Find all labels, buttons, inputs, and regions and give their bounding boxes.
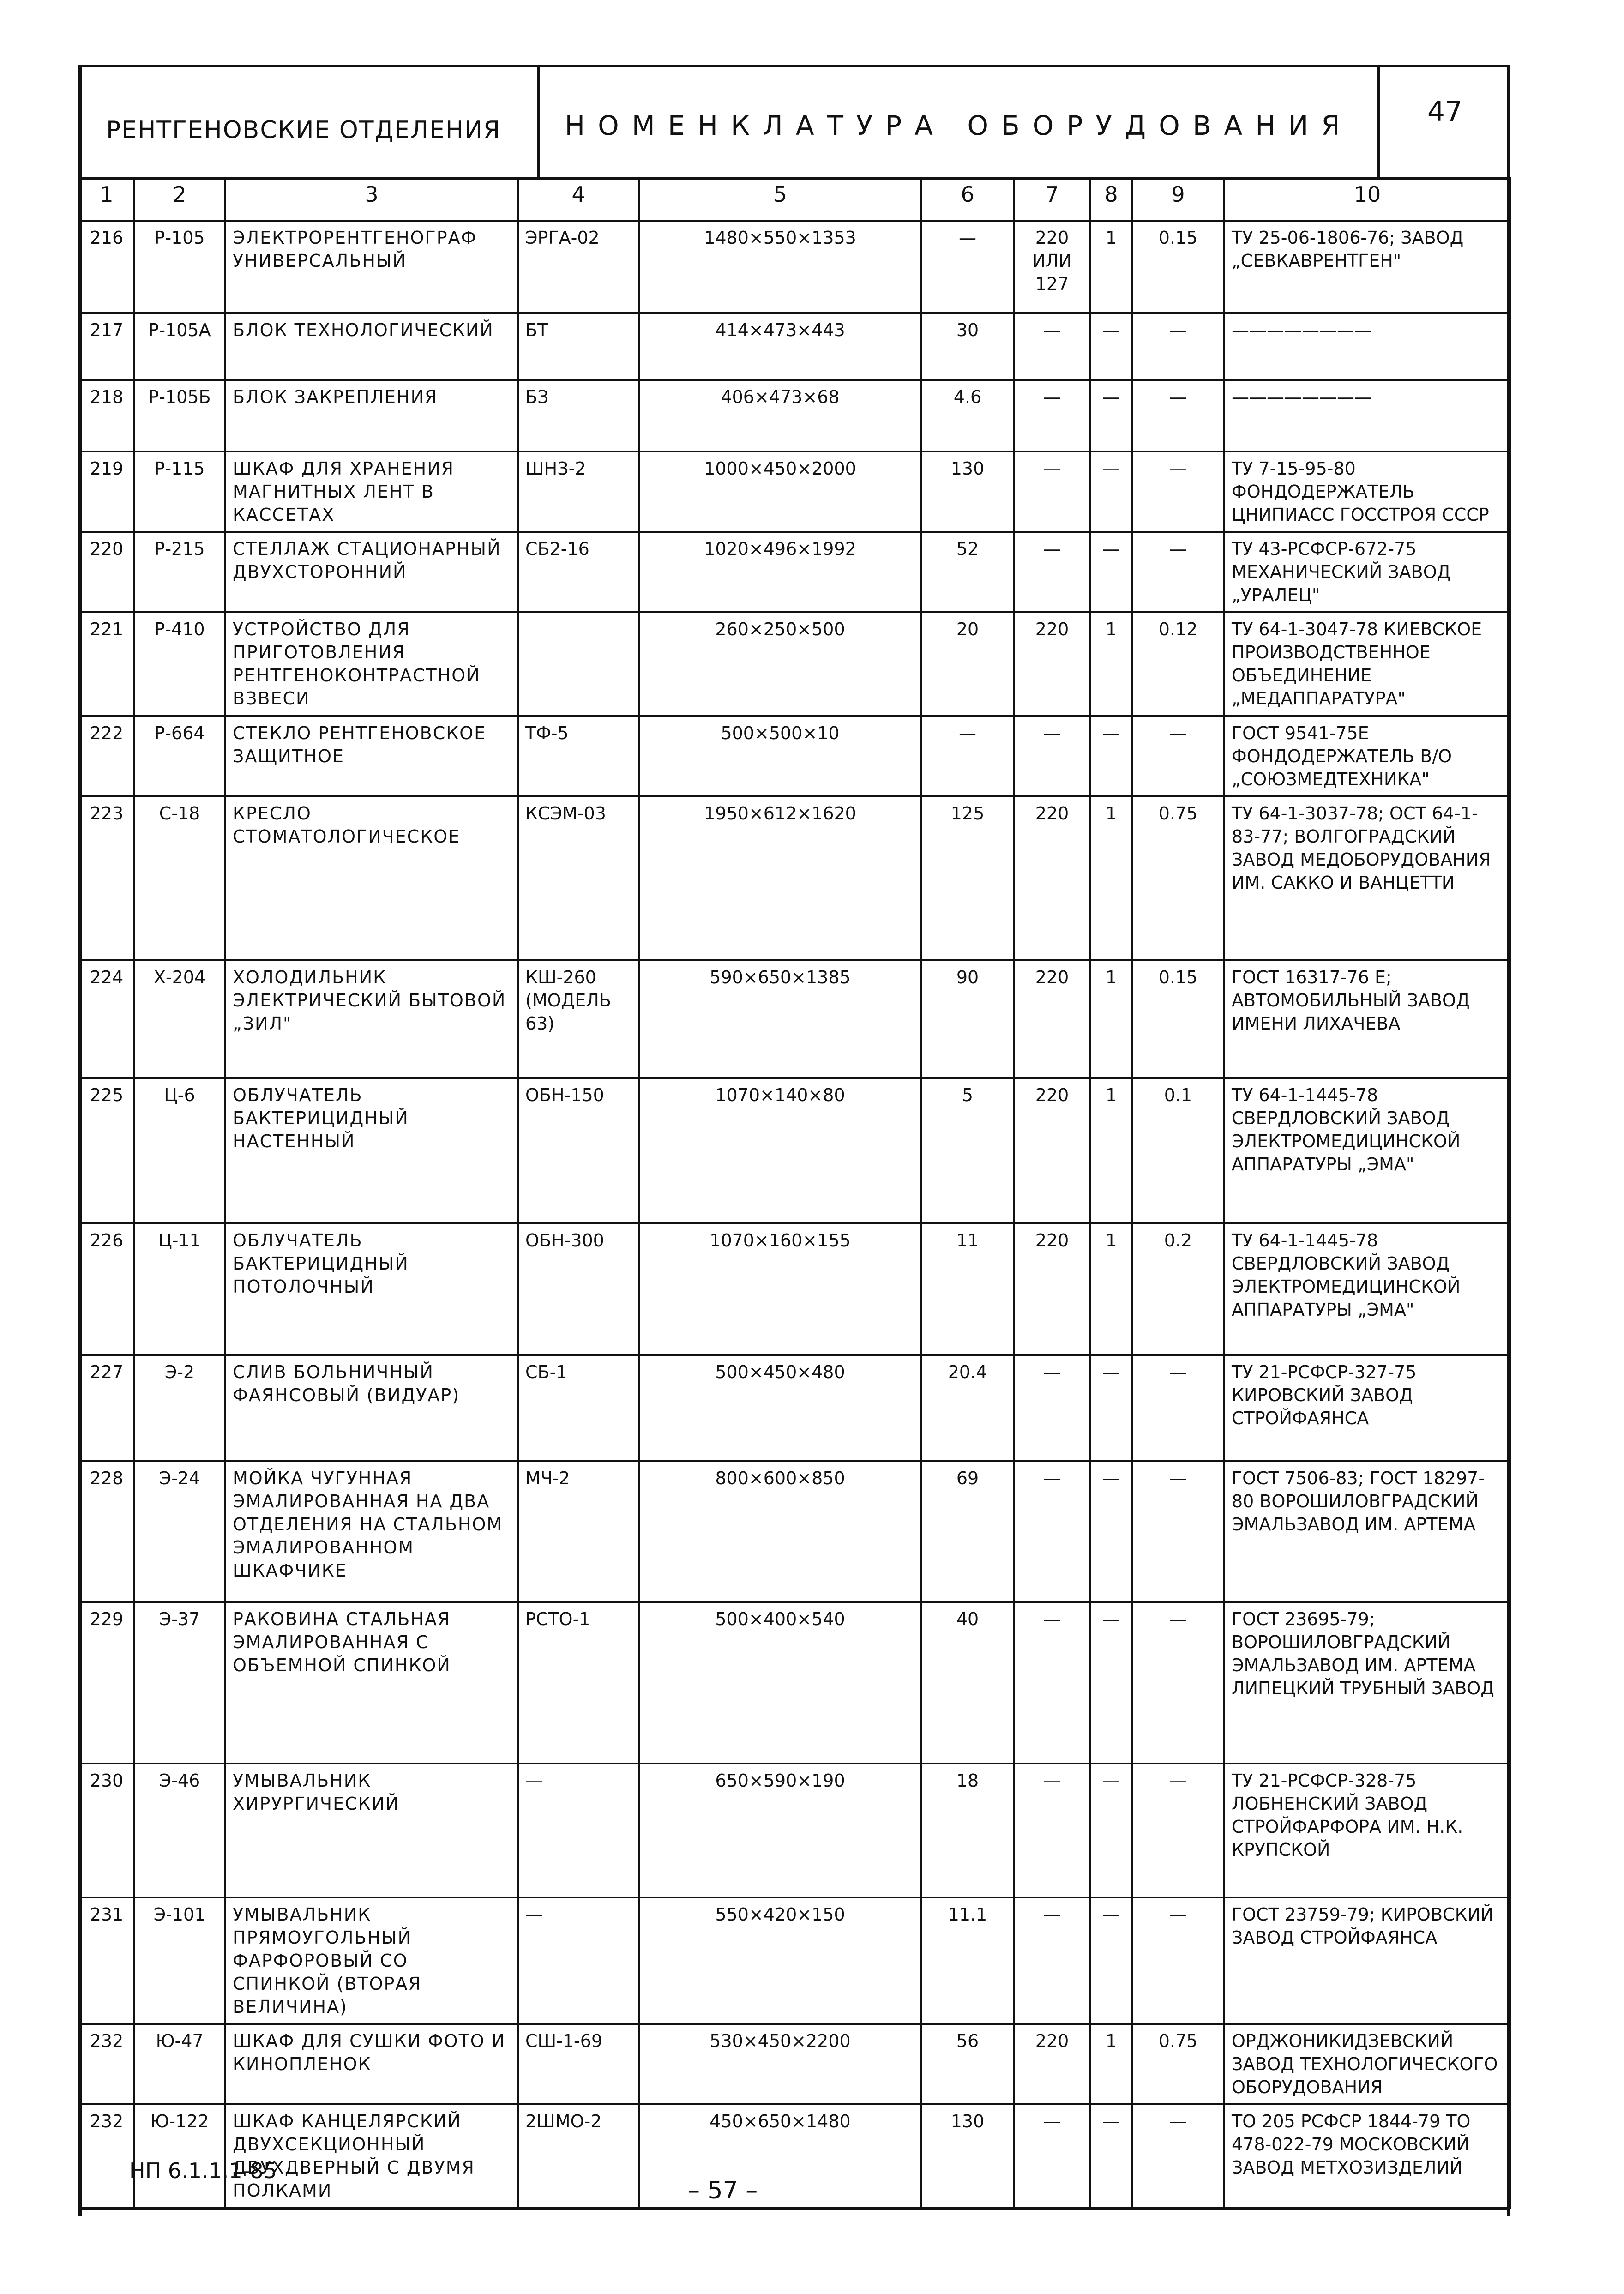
- cell-name: УМЫВАЛЬНИК ПРЯМОУГОЛЬНЫЙ ФАРФОРОВЫЙ СО СПИНКОЙ (ВТОРАЯ ВЕЛИЧИНА): [225, 1897, 518, 2024]
- cell-c9: 0.1: [1132, 1078, 1224, 1223]
- cell-note: ГОСТ 23695-79; ВОРОШИЛОВГРАДСКИЙ ЭМАЛЬЗАВОД ИМ. АРТЕМА ЛИПЕЦКИЙ ТРУБНЫЙ ЗАВОД: [1224, 1602, 1510, 1764]
- cell-note: ТУ 25-06-1806-76; ЗАВОД „СЕВКАВРЕНТГЕН": [1224, 221, 1510, 313]
- cell-c9: —: [1132, 716, 1224, 796]
- col-2-header: 2: [134, 178, 225, 221]
- cell-model: БТ: [518, 313, 639, 380]
- cell-c8: —: [1090, 532, 1132, 612]
- cell-note: ТУ 7-15-95-80 ФОНДОДЕРЖАТЕЛЬ ЦНИПИАСС ГОССТРОЯ СССР: [1224, 452, 1510, 532]
- cell-name: СТЕЛЛАЖ СТАЦИОНАРНЫЙ ДВУХСТОРОННИЙ: [225, 532, 518, 612]
- cell-model: ОБН-300: [518, 1223, 639, 1355]
- cell-voltage: 220 ИЛИ 127: [1014, 221, 1090, 313]
- cell-mass: 90: [921, 960, 1014, 1078]
- cell-c9: —: [1132, 1355, 1224, 1461]
- page-number: – 57 –: [688, 2177, 758, 2204]
- cell-note: ————————: [1224, 380, 1510, 452]
- cell-name: ШКАФ ДЛЯ СУШКИ ФОТО И КИНОПЛЕНОК: [225, 2024, 518, 2104]
- col-3-header: 3: [225, 178, 518, 221]
- cell-dims: 1000×450×2000: [639, 452, 921, 532]
- document-title: НОМЕНКЛАТУРА ОБОРУДОВАНИЯ: [540, 65, 1380, 177]
- cell-voltage: 220: [1014, 612, 1090, 716]
- cell-name: ЭЛЕКТРОРЕНТГЕНОГРАФ УНИВЕРСАЛЬНЫЙ: [225, 221, 518, 313]
- cell-c8: —: [1090, 380, 1132, 452]
- cell-c8: —: [1090, 1461, 1132, 1602]
- cell-code: Э-46: [134, 1764, 225, 1897]
- cell-note: ГОСТ 23759-79; КИРОВСКИЙ ЗАВОД СТРОЙФАЯНСА: [1224, 1897, 1510, 2024]
- sheet-number: 47: [1427, 96, 1463, 128]
- cell-code: Р-215: [134, 532, 225, 612]
- cell-note: ГОСТ 9541-75Е ФОНДОДЕРЖАТЕЛЬ В/О „СОЮЗМЕДТЕХНИКА": [1224, 716, 1510, 796]
- cell-code: Ю-122: [134, 2104, 225, 2208]
- cell-note: ————————: [1224, 313, 1510, 380]
- table-row: [79, 1355, 1510, 1461]
- cell-no: 228: [79, 1461, 134, 1602]
- cell-no: 220: [79, 532, 134, 612]
- document-code: НП 6.1.1.1-85: [129, 2158, 277, 2183]
- cell-model: КСЭМ-03: [518, 796, 639, 960]
- cell-model: [518, 612, 639, 716]
- equipment-table: [78, 177, 1511, 2209]
- table-row: [79, 796, 1510, 960]
- cell-no: 231: [79, 1897, 134, 2024]
- table-row: [79, 1602, 1510, 1764]
- column-number-row: [79, 178, 1510, 221]
- cell-no: 219: [79, 452, 134, 532]
- cell-mass: 52: [921, 532, 1014, 612]
- cell-dims: 800×600×850: [639, 1461, 921, 1602]
- cell-code: Р-115: [134, 452, 225, 532]
- cell-c9: —: [1132, 380, 1224, 452]
- cell-dims: 500×500×10: [639, 716, 921, 796]
- table-row: [79, 221, 1510, 313]
- cell-mass: 4.6: [921, 380, 1014, 452]
- cell-name: РАКОВИНА СТАЛЬНАЯ ЭМАЛИРОВАННАЯ С ОБЪЕМНОЙ СПИНКОЙ: [225, 1602, 518, 1764]
- table-row: [79, 960, 1510, 1078]
- cell-mass: 125: [921, 796, 1014, 960]
- title-block: [78, 65, 1510, 180]
- cell-note: ТУ 43-РСФСР-672-75 МЕХАНИЧЕСКИЙ ЗАВОД „УРАЛЕЦ": [1224, 532, 1510, 612]
- cell-dims: 414×473×443: [639, 313, 921, 380]
- cell-dims: 1020×496×1992: [639, 532, 921, 612]
- cell-dims: 550×420×150: [639, 1897, 921, 2024]
- cell-c8: —: [1090, 1602, 1132, 1764]
- cell-code: Э-24: [134, 1461, 225, 1602]
- cell-voltage: 220: [1014, 1223, 1090, 1355]
- cell-mass: —: [921, 221, 1014, 313]
- cell-no: 218: [79, 380, 134, 452]
- cell-model: КШ-260 (МОДЕЛЬ 63): [518, 960, 639, 1078]
- cell-c8: —: [1090, 1355, 1132, 1461]
- cell-dims: 1070×160×155: [639, 1223, 921, 1355]
- cell-model: —: [518, 1764, 639, 1897]
- table-row: [79, 2104, 1510, 2208]
- cell-note: ТУ 64-1-3047-78 КИЕВСКОЕ ПРОИЗВОДСТВЕННОЕ ОБЪЕДИНЕНИЕ „МЕДАППАРАТУРА": [1224, 612, 1510, 716]
- cell-dims: 500×450×480: [639, 1355, 921, 1461]
- cell-c8: 1: [1090, 2024, 1132, 2104]
- cell-mass: 40: [921, 1602, 1014, 1764]
- col-8-header: 8: [1090, 178, 1132, 221]
- cell-c9: —: [1132, 313, 1224, 380]
- cell-dims: 450×650×1480: [639, 2104, 921, 2208]
- cell-no: 229: [79, 1602, 134, 1764]
- cell-c9: —: [1132, 1764, 1224, 1897]
- cell-dims: 590×650×1385: [639, 960, 921, 1078]
- cell-c9: 0.15: [1132, 960, 1224, 1078]
- cell-mass: 5: [921, 1078, 1014, 1223]
- cell-voltage: 220: [1014, 960, 1090, 1078]
- cell-mass: 69: [921, 1461, 1014, 1602]
- cell-note: ТУ 64-1-1445-78 СВЕРДЛОВСКИЙ ЗАВОД ЭЛЕКТРОМЕДИЦИНСКОЙ АППАРАТУРЫ „ЭМА": [1224, 1078, 1510, 1223]
- cell-voltage: —: [1014, 380, 1090, 452]
- table-row: [79, 1078, 1510, 1223]
- cell-name: ОБЛУЧАТЕЛЬ БАКТЕРИЦИДНЫЙ ПОТОЛОЧНЫЙ: [225, 1223, 518, 1355]
- cell-no: 232: [79, 2024, 134, 2104]
- cell-mass: 20.4: [921, 1355, 1014, 1461]
- cell-no: 227: [79, 1355, 134, 1461]
- col-1-header: 1: [79, 178, 134, 221]
- cell-model: СШ-1-69: [518, 2024, 639, 2104]
- cell-c8: —: [1090, 452, 1132, 532]
- table-row: [79, 380, 1510, 452]
- cell-voltage: —: [1014, 1897, 1090, 2024]
- cell-name: УМЫВАЛЬНИК ХИРУРГИЧЕСКИЙ: [225, 1764, 518, 1897]
- table-row: [79, 532, 1510, 612]
- cell-code: Х-204: [134, 960, 225, 1078]
- cell-code: С-18: [134, 796, 225, 960]
- cell-voltage: 220: [1014, 1078, 1090, 1223]
- cell-c8: 1: [1090, 960, 1132, 1078]
- cell-name: ШКАФ КАНЦЕЛЯРСКИЙ ДВУХСЕКЦИОННЫЙ ДВУХДВЕРНЫЙ С ДВУМЯ ПОЛКАМИ: [225, 2104, 518, 2208]
- cell-model: ТФ-5: [518, 716, 639, 796]
- cell-dims: 260×250×500: [639, 612, 921, 716]
- cell-no: 232: [79, 2104, 134, 2208]
- cell-code: Р-105Б: [134, 380, 225, 452]
- cell-mass: —: [921, 716, 1014, 796]
- cell-dims: 530×450×2200: [639, 2024, 921, 2104]
- cell-name: СТЕКЛО РЕНТГЕНОВСКОЕ ЗАЩИТНОЕ: [225, 716, 518, 796]
- col-9-header: 9: [1132, 178, 1224, 221]
- cell-voltage: —: [1014, 1602, 1090, 1764]
- cell-c9: 0.75: [1132, 2024, 1224, 2104]
- cell-voltage: —: [1014, 1764, 1090, 1897]
- cell-voltage: —: [1014, 2104, 1090, 2208]
- cell-model: ОБН-150: [518, 1078, 639, 1223]
- cell-model: СБ2-16: [518, 532, 639, 612]
- cell-note: ТО 205 РСФСР 1844-79 ТО 478-022-79 МОСКОВСКИЙ ЗАВОД МЕТХОЗИЗДЕЛИЙ: [1224, 2104, 1510, 2208]
- cell-code: Ц-6: [134, 1078, 225, 1223]
- cell-c9: —: [1132, 1602, 1224, 1764]
- cell-mass: 18: [921, 1764, 1014, 1897]
- cell-c9: 0.12: [1132, 612, 1224, 716]
- cell-no: 217: [79, 313, 134, 380]
- cell-c8: 1: [1090, 796, 1132, 960]
- col-7-header: 7: [1014, 178, 1090, 221]
- cell-mass: 130: [921, 2104, 1014, 2208]
- cell-code: Ц-11: [134, 1223, 225, 1355]
- cell-c9: —: [1132, 452, 1224, 532]
- cell-dims: 1950×612×1620: [639, 796, 921, 960]
- cell-voltage: 220: [1014, 796, 1090, 960]
- cell-c8: 1: [1090, 1078, 1132, 1223]
- cell-note: ТУ 64-1-1445-78 СВЕРДЛОВСКИЙ ЗАВОД ЭЛЕКТРОМЕДИЦИНСКОЙ АППАРАТУРЫ „ЭМА": [1224, 1223, 1510, 1355]
- cell-model: —: [518, 1897, 639, 2024]
- cell-voltage: —: [1014, 313, 1090, 380]
- table-row: [79, 1461, 1510, 1602]
- table-row: [79, 2024, 1510, 2104]
- cell-no: 222: [79, 716, 134, 796]
- cell-no: 226: [79, 1223, 134, 1355]
- cell-voltage: —: [1014, 1355, 1090, 1461]
- cell-note: ТУ 64-1-3037-78; ОСТ 64-1-83-77; ВОЛГОГРАДСКИЙ ЗАВОД МЕДОБОРУДОВАНИЯ ИМ. САККО И ВАНЦЕТТИ: [1224, 796, 1510, 960]
- cell-c9: —: [1132, 2104, 1224, 2208]
- cell-note: ГОСТ 16317-76 Е; АВТОМОБИЛЬНЫЙ ЗАВОД ИМЕНИ ЛИХАЧЕВА: [1224, 960, 1510, 1078]
- cell-dims: 650×590×190: [639, 1764, 921, 1897]
- cell-code: Р-410: [134, 612, 225, 716]
- cell-code: Ю-47: [134, 2024, 225, 2104]
- cell-dims: 406×473×68: [639, 380, 921, 452]
- cell-c8: —: [1090, 1764, 1132, 1897]
- table-row: [79, 1223, 1510, 1355]
- cell-no: 223: [79, 796, 134, 960]
- cell-dims: 1480×550×1353: [639, 221, 921, 313]
- cell-model: БЗ: [518, 380, 639, 452]
- cell-c9: —: [1132, 532, 1224, 612]
- cell-c9: 0.75: [1132, 796, 1224, 960]
- cell-note: ТУ 21-РСФСР-327-75 КИРОВСКИЙ ЗАВОД СТРОЙФАЯНСА: [1224, 1355, 1510, 1461]
- table-row: [79, 612, 1510, 716]
- cell-name: ХОЛОДИЛЬНИК ЭЛЕКТРИЧЕСКИЙ БЫТОВОЙ „ЗИЛ": [225, 960, 518, 1078]
- cell-name: УСТРОЙСТВО ДЛЯ ПРИГОТОВЛЕНИЯ РЕНТГЕНОКОНТРАСТНОЙ ВЗВЕСИ: [225, 612, 518, 716]
- col-4-header: 4: [518, 178, 639, 221]
- col-6-header: 6: [921, 178, 1014, 221]
- cell-no: 230: [79, 1764, 134, 1897]
- cell-c8: 1: [1090, 1223, 1132, 1355]
- cell-c8: —: [1090, 716, 1132, 796]
- table-row: [79, 313, 1510, 380]
- cell-c8: —: [1090, 2104, 1132, 2208]
- cell-no: 224: [79, 960, 134, 1078]
- cell-model: СБ-1: [518, 1355, 639, 1461]
- cell-c8: —: [1090, 313, 1132, 380]
- table-row: [79, 716, 1510, 796]
- cell-voltage: —: [1014, 452, 1090, 532]
- cell-no: 216: [79, 221, 134, 313]
- cell-voltage: —: [1014, 532, 1090, 612]
- cell-code: Р-664: [134, 716, 225, 796]
- cell-model: 2ШМО-2: [518, 2104, 639, 2208]
- cell-mass: 20: [921, 612, 1014, 716]
- bottom-rule: [78, 2207, 1510, 2210]
- cell-name: МОЙКА ЧУГУННАЯ ЭМАЛИРОВАННАЯ НА ДВА ОТДЕЛЕНИЯ НА СТАЛЬНОМ ЭМАЛИРОВАННОМ ШКАФЧИКЕ: [225, 1461, 518, 1602]
- cell-note: ОРДЖОНИКИДЗЕВСКИЙ ЗАВОД ТЕХНОЛОГИЧЕСКОГО ОБОРУДОВАНИЯ: [1224, 2024, 1510, 2104]
- cell-code: Р-105: [134, 221, 225, 313]
- cell-mass: 56: [921, 2024, 1014, 2104]
- cell-mass: 11.1: [921, 1897, 1014, 2024]
- table-row: [79, 1764, 1510, 1897]
- cell-code: Э-2: [134, 1355, 225, 1461]
- cell-name: СЛИВ БОЛЬНИЧНЫЙ ФАЯНСОВЫЙ (ВИДУАР): [225, 1355, 518, 1461]
- cell-c8: —: [1090, 1897, 1132, 2024]
- cell-name: ОБЛУЧАТЕЛЬ БАКТЕРИЦИДНЫЙ НАСТЕННЫЙ: [225, 1078, 518, 1223]
- table-row: [79, 1897, 1510, 2024]
- cell-mass: 130: [921, 452, 1014, 532]
- col-10-header: 10: [1224, 178, 1510, 221]
- cell-code: Э-37: [134, 1602, 225, 1764]
- cell-name: БЛОК ТЕХНОЛОГИЧЕСКИЙ: [225, 313, 518, 380]
- cell-code: Э-101: [134, 1897, 225, 2024]
- cell-c8: 1: [1090, 221, 1132, 313]
- cell-voltage: 220: [1014, 2024, 1090, 2104]
- cell-dims: 1070×140×80: [639, 1078, 921, 1223]
- cell-name: ШКАФ ДЛЯ ХРАНЕНИЯ МАГНИТНЫХ ЛЕНТ В КАССЕТАХ: [225, 452, 518, 532]
- cell-c9: 0.15: [1132, 221, 1224, 313]
- cell-model: МЧ-2: [518, 1461, 639, 1602]
- cell-name: БЛОК ЗАКРЕПЛЕНИЯ: [225, 380, 518, 452]
- cell-model: ШНЗ-2: [518, 452, 639, 532]
- cell-c9: —: [1132, 1461, 1224, 1602]
- cell-model: ЭРГА-02: [518, 221, 639, 313]
- cell-no: 221: [79, 612, 134, 716]
- cell-voltage: —: [1014, 716, 1090, 796]
- cell-dims: 500×400×540: [639, 1602, 921, 1764]
- document-sheet: [78, 65, 1510, 2216]
- department-title: РЕНТГЕНОВСКИЕ ОТДЕЛЕНИЯ: [78, 65, 540, 177]
- cell-c9: —: [1132, 1897, 1224, 2024]
- cell-code: Р-105А: [134, 313, 225, 380]
- cell-model: РСТО-1: [518, 1602, 639, 1764]
- cell-mass: 30: [921, 313, 1014, 380]
- cell-no: 225: [79, 1078, 134, 1223]
- cell-c9: 0.2: [1132, 1223, 1224, 1355]
- cell-note: ГОСТ 7506-83; ГОСТ 18297-80 ВОРОШИЛОВГРАДСКИЙ ЭМАЛЬЗАВОД ИМ. АРТЕМА: [1224, 1461, 1510, 1602]
- cell-mass: 11: [921, 1223, 1014, 1355]
- cell-note: ТУ 21-РСФСР-328-75 ЛОБНЕНСКИЙ ЗАВОД СТРОЙФАРФОРА ИМ. Н.К. КРУПСКОЙ: [1224, 1764, 1510, 1897]
- table-row: [79, 452, 1510, 532]
- col-5-header: 5: [639, 178, 921, 221]
- cell-c8: 1: [1090, 612, 1132, 716]
- cell-voltage: —: [1014, 1461, 1090, 1602]
- cell-name: КРЕСЛО СТОМАТОЛОГИЧЕСКОЕ: [225, 796, 518, 960]
